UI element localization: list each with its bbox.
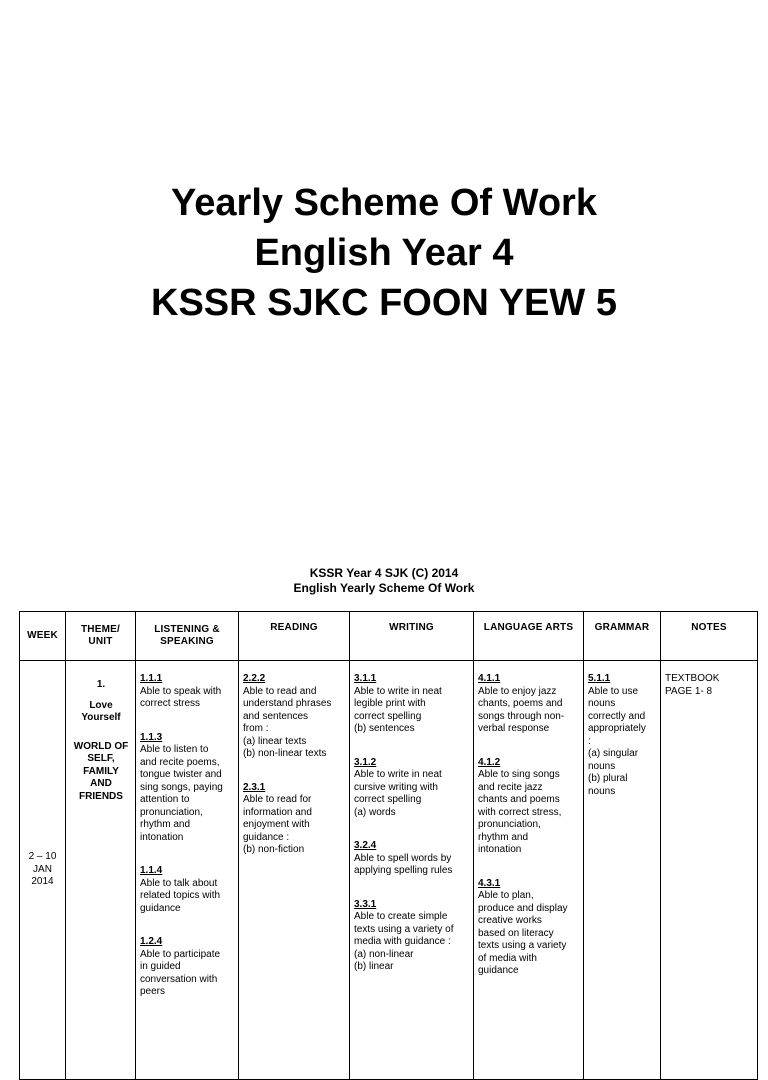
list-item xyxy=(140,865,235,915)
scheme-of-work-table xyxy=(19,611,758,1080)
theme-world: WORLD OF SELF, FAMILY AND FRIENDS xyxy=(73,740,129,802)
notes-cell xyxy=(661,661,758,1080)
skill-description: Able to use nouns correctly and appropriately : (a) singular nouns (b) plural nouns xyxy=(588,685,646,797)
skill-description: Able to listen to and recite poems, tongue twister and sing songs, paying attention to pronunciation, rhythm and intonation xyxy=(140,744,223,843)
skill-description: Able to spell words by applying spelling rules xyxy=(354,852,453,876)
skill-code: 2.3.1 xyxy=(243,781,266,793)
header-writing: WRITING xyxy=(350,612,474,661)
skill-description: Able to speak with correct stress xyxy=(140,685,222,709)
list-item xyxy=(354,899,470,974)
table-caption-line-1: KSSR Year 4 SJK (C) 2014 xyxy=(309,566,459,580)
skill-code: 4.3.1 xyxy=(478,877,501,889)
document-title xyxy=(0,178,768,328)
skill-description: Able to participate in guided conversation with peers xyxy=(140,948,221,997)
skill-code: 4.1.2 xyxy=(478,756,501,768)
skill-code: 1.1.4 xyxy=(140,865,163,876)
skill-description: Able to create simple texts using a variety of media with guidance : (a) non-linear (b) linear xyxy=(354,911,454,972)
table-caption xyxy=(0,566,768,596)
skill-description: Able to write in neat legible print with correct spelling (b) sentences xyxy=(354,685,442,734)
skill-code: 1.1.3 xyxy=(140,731,163,743)
skill-code: 3.2.4 xyxy=(354,840,377,851)
theme-name: Love Yourself xyxy=(81,699,121,723)
theme-cell xyxy=(66,661,136,1080)
grammar-cell xyxy=(584,661,661,1080)
skill-description: Able to read for information and enjoyment with guidance : (b) non-fiction xyxy=(243,794,312,855)
skill-description: Able to sing songs and recite jazz chants and poems with correct stress, pronunciation, rhythm and intonation xyxy=(478,769,562,855)
table-header-row xyxy=(20,612,758,661)
table-caption-line-2: English Yearly Scheme Of Work xyxy=(293,581,475,595)
list-item xyxy=(354,673,470,736)
week-cell xyxy=(20,661,66,1080)
skill-code: 1.2.4 xyxy=(140,936,163,947)
title-line-2: English Year 4 xyxy=(254,232,514,274)
list-item xyxy=(354,757,470,820)
reading-cell xyxy=(239,661,350,1080)
writing-cell xyxy=(350,661,474,1080)
list-item xyxy=(354,840,470,878)
header-notes: NOTES xyxy=(661,612,758,661)
header-listening: LISTENING & SPEAKING xyxy=(136,612,239,661)
language-arts-cell xyxy=(474,661,584,1080)
list-item xyxy=(478,757,580,857)
theme-number: 1. xyxy=(96,679,106,690)
skill-code: 3.1.2 xyxy=(354,756,377,768)
skill-code: 3.1.1 xyxy=(354,673,377,684)
table-row xyxy=(20,661,758,1080)
skill-code: 3.3.1 xyxy=(354,898,377,910)
skill-description: Able to enjoy jazz chants, poems and songs through non- verbal response xyxy=(478,685,565,734)
header-theme: THEME/ UNIT xyxy=(66,612,136,661)
skill-code: 4.1.1 xyxy=(478,673,501,684)
skill-code: 2.2.2 xyxy=(243,673,266,684)
notes-text: TEXTBOOK PAGE 1- 8 xyxy=(665,673,720,697)
title-line-3: KSSR SJKC FOON YEW 5 xyxy=(151,282,617,324)
list-item xyxy=(478,878,580,978)
list-item xyxy=(478,673,580,736)
skill-code: 5.1.1 xyxy=(588,673,611,684)
skill-description: Able to plan, produce and display creative works based on literacy texts using a variety of media with guidance xyxy=(478,890,568,976)
list-item xyxy=(243,673,346,761)
skill-description: Able to talk about related topics with guidance xyxy=(140,877,221,914)
listening-cell xyxy=(136,661,239,1080)
header-grammar: GRAMMAR xyxy=(584,612,661,661)
skill-code: 1.1.1 xyxy=(140,673,163,684)
header-language-arts: LANGUAGE ARTS xyxy=(474,612,584,661)
title-line-1: Yearly Scheme Of Work xyxy=(171,182,597,224)
week-range: 2 – 10 JAN 2014 xyxy=(28,851,57,888)
list-item xyxy=(140,673,235,711)
skill-description: Able to write in neat cursive writing with correct spelling (a) words xyxy=(354,769,442,818)
skill-description: Able to read and understand phrases and sentences from : (a) linear texts (b) non-linear texts xyxy=(243,685,332,759)
list-item xyxy=(140,936,235,999)
header-week: WEEK xyxy=(20,612,66,661)
list-item xyxy=(243,782,346,857)
header-reading: READING xyxy=(239,612,350,661)
list-item xyxy=(140,732,235,845)
list-item xyxy=(588,673,657,798)
